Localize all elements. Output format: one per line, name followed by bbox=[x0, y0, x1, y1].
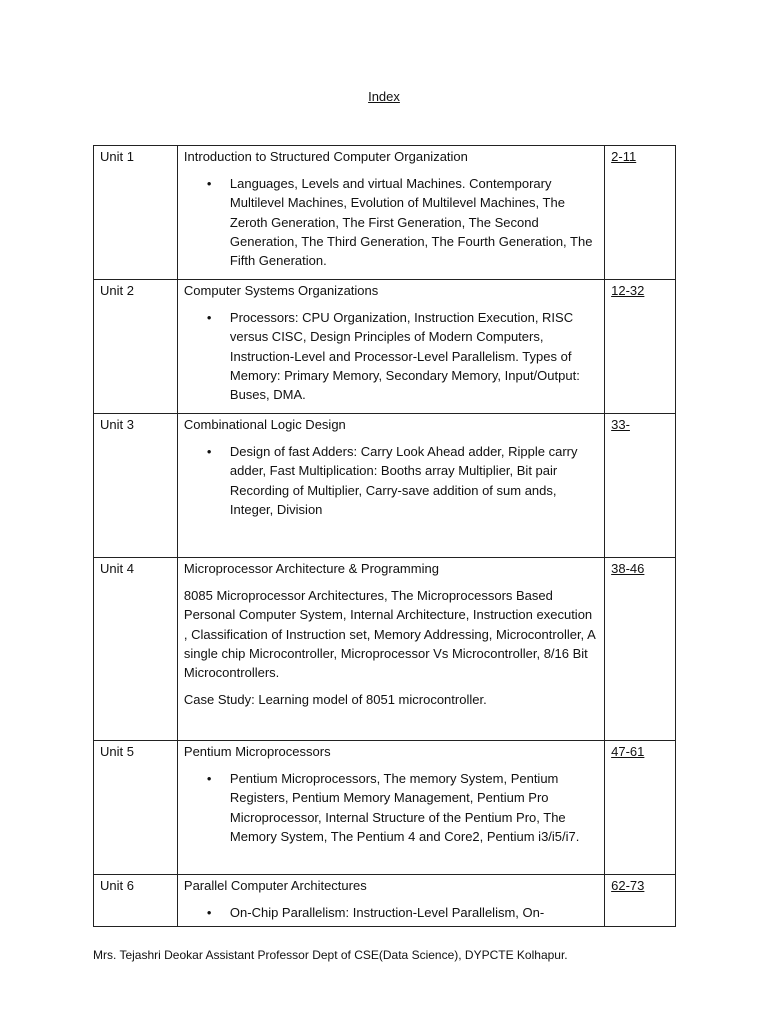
topic-list bbox=[184, 442, 597, 519]
unit-label: Unit 3 bbox=[94, 414, 178, 558]
unit-content bbox=[177, 414, 604, 558]
table-row bbox=[94, 280, 676, 414]
page-range-link[interactable]: 33- bbox=[611, 417, 630, 432]
page-range-link[interactable]: 62-73 bbox=[611, 878, 645, 893]
unit-content bbox=[177, 875, 604, 927]
table-row bbox=[94, 414, 676, 558]
page-footer: Mrs. Tejashri Deokar Assistant Professor Dept of CSE(Data Science), DYPCTE Kolhapur. bbox=[93, 948, 568, 962]
table-row bbox=[94, 741, 676, 875]
unit-label: Unit 4 bbox=[94, 558, 178, 741]
list-item: • Design of fast Adders: Carry Look Ahead adder, Ripple carry adder, Fast Multiplication: Booths array Multiplier, Bit pair Recording of Multiplier, Carry-save addition of sum ands, Integer, Division bbox=[230, 442, 597, 519]
unit-label: Unit 6 bbox=[94, 875, 178, 927]
page-range bbox=[605, 741, 676, 875]
unit-title: Combinational Logic Design bbox=[183, 417, 346, 432]
table-row bbox=[94, 558, 676, 741]
unit-label: Unit 5 bbox=[94, 741, 178, 875]
page-range bbox=[605, 558, 676, 741]
index-table bbox=[93, 145, 676, 927]
unit-title: Pentium Microprocessors bbox=[183, 744, 331, 759]
unit-title: Microprocessor Architecture & Programming bbox=[183, 561, 439, 576]
table-row bbox=[94, 875, 676, 927]
unit-title: Parallel Computer Architectures bbox=[183, 878, 367, 893]
topic-list bbox=[184, 769, 597, 846]
page-range-link[interactable]: 47-61 bbox=[611, 744, 645, 759]
list-item: • On-Chip Parallelism: Instruction-Level Parallelism, On- bbox=[230, 903, 597, 920]
list-item: • Pentium Microprocessors, The memory System, Pentium Registers, Pentium Memory Management, Pentium Pro Microprocessor, Internal Structure of the Pentium Pro, The Memory System, The Pentium 4 and Core2, Pentium i3/i5/i7. bbox=[230, 769, 597, 846]
case-study: Case Study: Learning model of 8051 microcontroller. bbox=[183, 692, 487, 708]
unit-description: 8085 Microprocessor Architectures, The Microprocessors Based Personal Computer System, Internal Architecture, Instruction execution , Classification of Instruction set, Memory Addressing, Microcontroller, A single chip Microcontroller, Microprocessor Vs Microcontroller, 8/16 Bit Microcontrollers. bbox=[183, 588, 596, 681]
unit-content bbox=[177, 558, 604, 741]
page-range bbox=[605, 146, 676, 280]
list-item: • Languages, Levels and virtual Machines. Contemporary Multilevel Machines, Evolution of Multilevel Machines, The Zeroth Generation, The First Generation, The Second Generation, The Third Generation, The Fourth Generation, The Fifth Generation. bbox=[230, 174, 597, 270]
unit-label: Unit 1 bbox=[94, 146, 178, 280]
page-range bbox=[605, 414, 676, 558]
page-range bbox=[605, 280, 676, 414]
topic-list bbox=[184, 174, 597, 270]
page-range-link[interactable]: 12-32 bbox=[611, 283, 645, 298]
unit-content bbox=[177, 280, 604, 414]
topic-list bbox=[184, 308, 597, 404]
list-item: • Processors: CPU Organization, Instruction Execution, RISC versus CISC, Design Principles of Modern Computers, Instruction-Level and Processor-Level Parallelism. Types of Memory: Primary Memory, Secondary Memory, Input/Output: Buses, DMA. bbox=[230, 308, 597, 404]
unit-content-clip bbox=[184, 876, 597, 920]
unit-content bbox=[177, 146, 604, 280]
table-row bbox=[94, 146, 676, 280]
page-title: Index bbox=[368, 89, 400, 104]
page-range bbox=[605, 875, 676, 927]
page-range-link[interactable]: 2-11 bbox=[611, 149, 637, 164]
unit-content bbox=[177, 741, 604, 875]
unit-title: Computer Systems Organizations bbox=[183, 283, 379, 298]
topic-list bbox=[184, 903, 597, 920]
unit-label: Unit 2 bbox=[94, 280, 178, 414]
page-range-link[interactable]: 38-46 bbox=[611, 561, 645, 576]
unit-title: Introduction to Structured Computer Organization bbox=[183, 149, 468, 164]
